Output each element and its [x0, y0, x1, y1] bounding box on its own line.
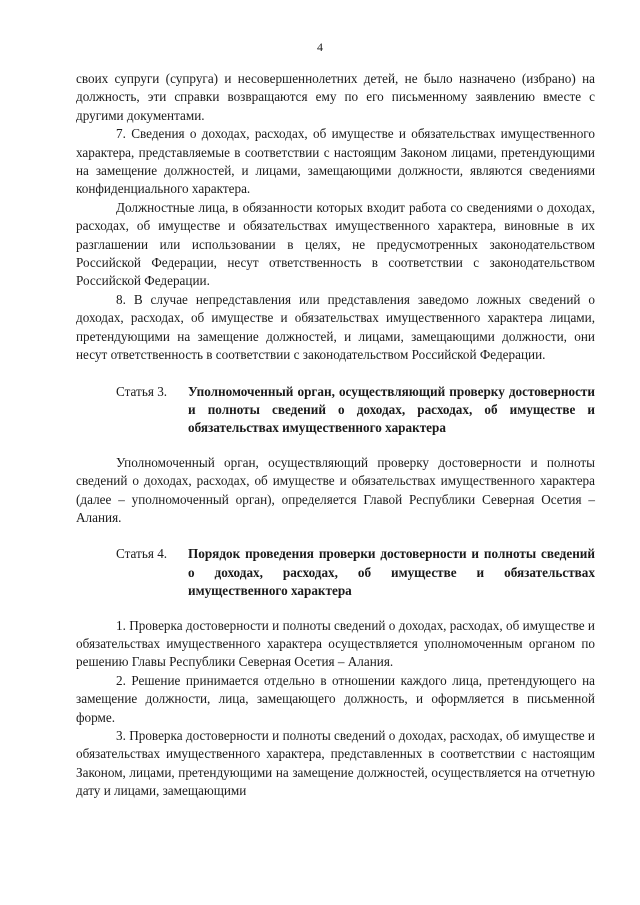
paragraph-item-8: 8. В случае непредставления или представления заведомо ложных сведений о доходах, расходах, об имуществе и обязательствах имущественного характера лицами, претендующими на замещение должностей, и лицами, замещающими должности, они несут ответственность в соответствии с законодательством Российской Федерации.: [76, 291, 595, 363]
article-3-heading: [76, 383, 595, 438]
page-number: 4: [317, 40, 323, 54]
article-3-label: Статья 3.: [116, 383, 168, 399]
paragraph-continuation: своих супруги (супруга) и несовершеннолетних детей, не было назначено (избрано) на должность, эти справки возвращаются ему по его письменному заявлению вместе с другими документами.: [76, 71, 595, 123]
article-4-label: Статья 4.: [116, 546, 168, 562]
article-4-paragraph-3: 3. Проверка достоверности и полноты сведений о доходах, расходах, об имуществе и обязательствах имущественного характера, представленных в соответствии с настоящим Законом, лицами, претендующими на замещение должностей, осуществляется на отчетную дату и лицами, замещающими: [76, 728, 595, 799]
article-4-paragraph-2: 2. Решение принимается отдельно в отношении каждого лица, претендующего на замещение должности, лица, замещающего должность, и оформляется в письменной форме.: [76, 672, 595, 725]
document-body: [76, 70, 595, 801]
article-4-title: Порядок проведения проверки достоверности и полноты сведений о доходах, расходах, об имуществе и обязательствах имущественного характера: [188, 546, 595, 599]
article-3-paragraph: Уполномоченный орган, осуществляющий проверку достоверности и полноты сведений о доходах, расходах, об имуществе и обязательствах имущественного характера (далее – уполномоченный орган), определяется Главой Республики Северная Осетия – Алания.: [76, 454, 595, 525]
article-4-paragraph-1: 1. Проверка достоверности и полноты сведений о доходах, расходах, об имуществе и обязательствах имущественного характера осуществляется уполномоченным органом по решению Главы Республики Северная Осетия – Алания.: [76, 617, 595, 670]
paragraph-item-7: 7. Сведения о доходах, расходах, об имуществе и обязательствах имущественного характера, представляемые в соответствии с настоящим Законом лицами, претендующими на замещение должностей, и лицами, замещающими должности, являются сведениями конфиденциального характера.: [76, 126, 595, 197]
article-4-heading: [76, 545, 595, 600]
paragraph-officials-liability: Должностные лица, в обязанности которых входит работа со сведениями о доходах, расходах, об имуществе и обязательствах имущественного характера, виновные в их разглашении или использовании в целях, не предусмотренных законодательством Российской Федерации, несут ответственность в соответствии с законодательством Российской Федерации.: [76, 199, 595, 289]
article-3-title: Уполномоченный орган, осуществляющий проверку достоверности и полноты сведений о доходах, расходах, об имуществе и обязательствах имущественного характера: [188, 383, 595, 436]
